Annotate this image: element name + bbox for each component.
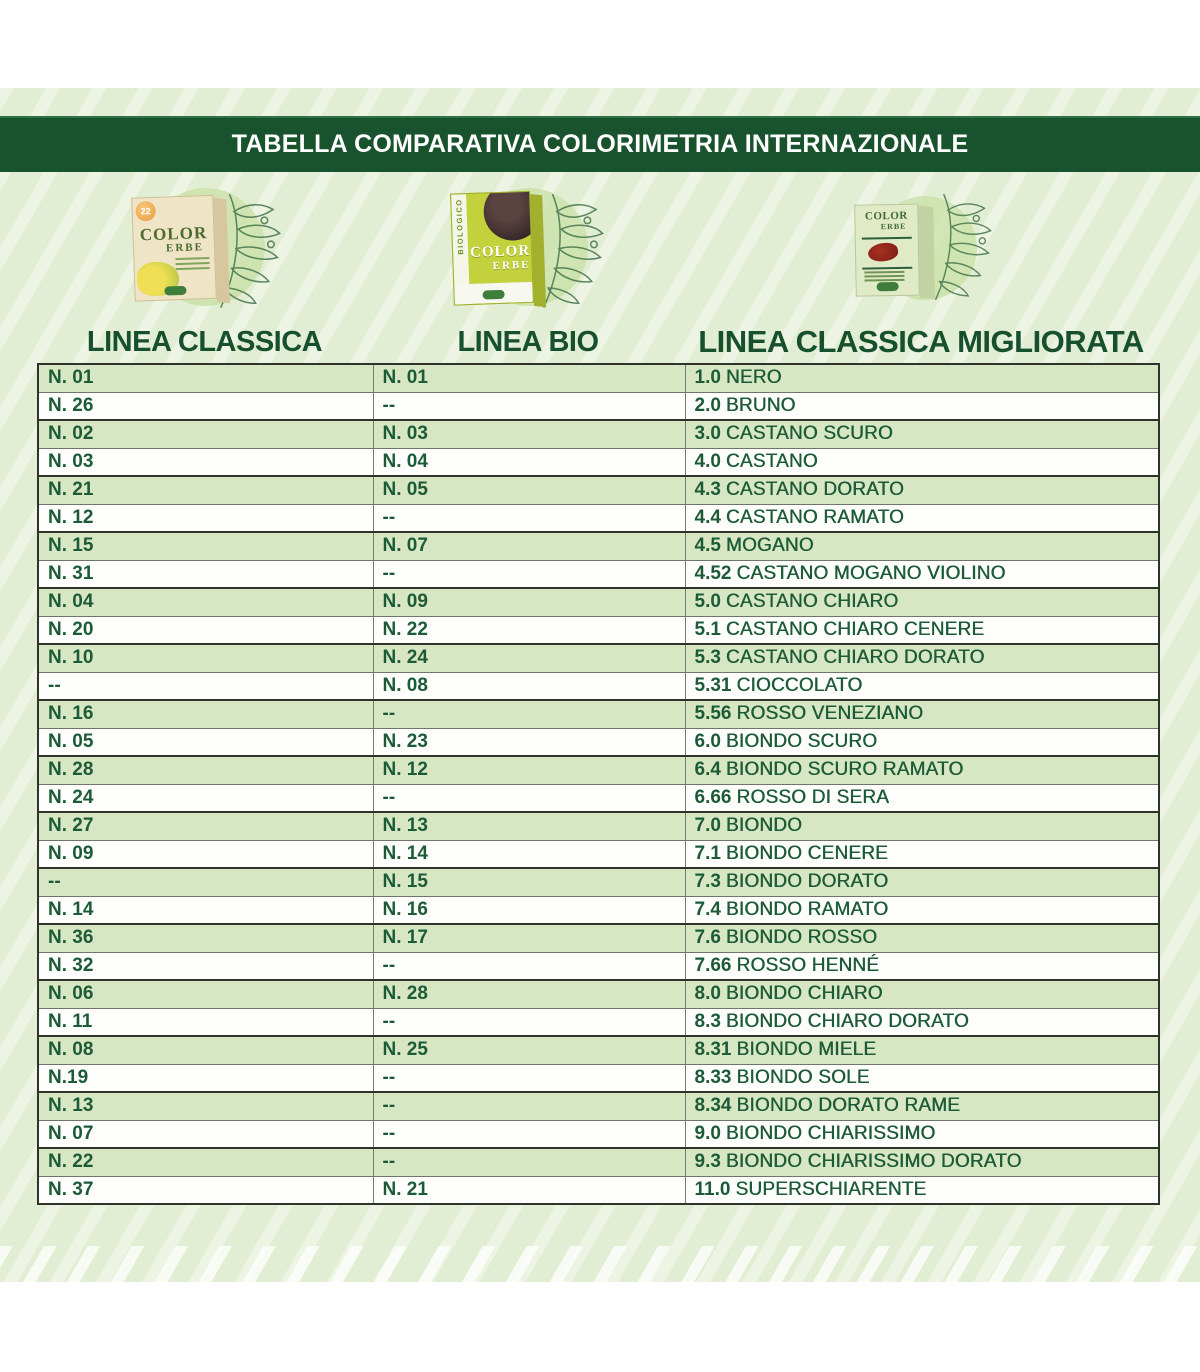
cell-linea-bio: N. 09 xyxy=(373,588,685,616)
label-text-lines xyxy=(175,254,210,273)
product-figure-migliorata xyxy=(821,182,1021,320)
shade-code: 11.0 xyxy=(694,1178,731,1200)
label-rule xyxy=(862,237,912,240)
table-row xyxy=(38,784,1159,812)
shade-code: 1.0 xyxy=(694,367,721,389)
product-column-classica xyxy=(37,182,372,320)
maker-logo xyxy=(164,286,186,296)
cell-linea-classica: N. 37 xyxy=(38,1176,373,1204)
shade-code: 7.6 xyxy=(694,927,721,949)
shade-name: ROSSO VENEZIANO xyxy=(736,703,924,725)
cell-linea-bio: -- xyxy=(373,784,685,812)
product-column-migliorata xyxy=(684,182,1158,320)
cell-linea-classica: N. 05 xyxy=(38,728,373,756)
table-row xyxy=(38,504,1159,532)
comparison-table xyxy=(37,363,1160,1205)
product-box-bio xyxy=(450,190,546,305)
brand-word-color: COLOR xyxy=(864,209,908,223)
cell-linea-migliorata xyxy=(685,1008,1159,1036)
product-figure-classica xyxy=(105,182,305,320)
cell-linea-bio: N. 07 xyxy=(373,532,685,560)
shade-name: CASTANO xyxy=(725,450,818,472)
table-row xyxy=(38,1176,1159,1204)
cell-linea-bio: N. 22 xyxy=(373,616,685,644)
comparison-table-body xyxy=(38,364,1159,1204)
cell-linea-classica: N. 31 xyxy=(38,560,373,588)
shade-code: 4.4 xyxy=(694,506,721,528)
cell-linea-bio: -- xyxy=(373,1064,685,1092)
cell-linea-classica: N. 03 xyxy=(38,448,373,476)
shade-code: 4.5 xyxy=(694,535,721,557)
brand-word-color: COLOR xyxy=(139,223,207,245)
shade-code: 4.52 xyxy=(694,562,732,584)
maker-logo xyxy=(482,290,504,300)
product-figure-bio xyxy=(428,182,628,320)
cell-linea-bio: -- xyxy=(373,1008,685,1036)
cell-linea-classica: N. 08 xyxy=(38,1036,373,1064)
cell-linea-bio: N. 23 xyxy=(373,728,685,756)
brand-word-color: COLOR xyxy=(469,242,531,261)
cell-linea-classica: N. 26 xyxy=(38,392,373,420)
cell-linea-migliorata xyxy=(685,1176,1159,1204)
brand-word-erbe: ERBE xyxy=(492,258,531,273)
cell-linea-bio: -- xyxy=(373,1092,685,1120)
cell-linea-classica: -- xyxy=(38,868,373,896)
table-row xyxy=(38,728,1159,756)
cell-linea-migliorata xyxy=(685,756,1159,784)
cell-linea-bio: N. 03 xyxy=(373,420,685,448)
title-band xyxy=(0,116,1200,172)
cell-linea-classica: N. 11 xyxy=(38,1008,373,1036)
table-row xyxy=(38,1092,1159,1120)
brand-word-erbe: ERBE xyxy=(165,241,204,255)
table-row xyxy=(38,896,1159,924)
maker-logo xyxy=(877,282,899,291)
cell-linea-migliorata xyxy=(685,1064,1159,1092)
cell-linea-classica: N. 13 xyxy=(38,1092,373,1120)
cell-linea-classica: N. 27 xyxy=(38,812,373,840)
shade-code: 7.4 xyxy=(694,898,721,920)
cell-linea-migliorata xyxy=(685,700,1159,728)
shade-name: CASTANO CHIARO DORATO xyxy=(725,647,985,669)
cell-linea-classica: N. 12 xyxy=(38,504,373,532)
table-row xyxy=(38,700,1159,728)
color-erbe-logo xyxy=(133,224,214,256)
cell-linea-classica: N. 16 xyxy=(38,700,373,728)
shade-name: BIONDO SCURO xyxy=(725,730,878,752)
cell-linea-migliorata xyxy=(685,1120,1159,1148)
shade-code: 8.34 xyxy=(694,1095,732,1117)
cell-linea-classica: N. 04 xyxy=(38,588,373,616)
shade-code: 5.3 xyxy=(694,647,721,669)
shade-code: 3.0 xyxy=(694,423,721,445)
shade-code: 5.1 xyxy=(694,618,721,640)
shade-code: 7.0 xyxy=(694,815,721,837)
cell-linea-classica: N. 32 xyxy=(38,952,373,980)
cell-linea-bio: -- xyxy=(373,392,685,420)
cell-linea-migliorata xyxy=(685,392,1159,420)
cell-linea-classica: N. 21 xyxy=(38,476,373,504)
brand-word-erbe: ERBE xyxy=(880,221,907,232)
shade-code: 7.1 xyxy=(694,842,721,864)
cell-linea-bio: N. 04 xyxy=(373,448,685,476)
table-row xyxy=(38,1036,1159,1064)
biologico-label: BIOLOGICO xyxy=(454,198,466,255)
cell-linea-classica: N. 22 xyxy=(38,1148,373,1176)
shade-code: 8.3 xyxy=(694,1010,721,1032)
table-row xyxy=(38,588,1159,616)
shade-code: 5.56 xyxy=(694,703,732,725)
shade-name: CIOCCOLATO xyxy=(736,674,863,696)
shade-name: SUPERSCHIARENTE xyxy=(735,1178,927,1200)
shade-name: ROSSO HENNÉ xyxy=(736,954,880,976)
cell-linea-migliorata xyxy=(685,420,1159,448)
cell-linea-migliorata xyxy=(685,616,1159,644)
cell-linea-migliorata xyxy=(685,532,1159,560)
cell-linea-classica: N. 07 xyxy=(38,1120,373,1148)
shade-code: 5.0 xyxy=(694,591,721,613)
cell-linea-bio: -- xyxy=(373,560,685,588)
shade-name: CASTANO RAMATO xyxy=(725,506,904,528)
table-row xyxy=(38,560,1159,588)
cell-linea-bio: N. 25 xyxy=(373,1036,685,1064)
shade-code: 4.0 xyxy=(694,450,721,472)
cell-linea-migliorata xyxy=(685,868,1159,896)
cell-linea-classica: N. 24 xyxy=(38,784,373,812)
cell-linea-migliorata xyxy=(685,448,1159,476)
column-header-classica: LINEA CLASSICA xyxy=(86,325,323,358)
table-row xyxy=(38,364,1159,392)
cell-linea-migliorata xyxy=(685,924,1159,952)
color-erbe-logo xyxy=(470,244,531,273)
shade-name: CASTANO CHIARO CENERE xyxy=(725,618,985,640)
cell-linea-bio: N. 05 xyxy=(373,476,685,504)
table-row xyxy=(38,868,1159,896)
cell-linea-migliorata xyxy=(685,1148,1159,1176)
cell-linea-bio: N. 12 xyxy=(373,756,685,784)
product-box-classica xyxy=(131,194,230,301)
shade-code: 5.31 xyxy=(694,674,732,696)
table-row xyxy=(38,476,1159,504)
cell-linea-migliorata xyxy=(685,504,1159,532)
cell-linea-migliorata xyxy=(685,952,1159,980)
cell-linea-bio: N. 16 xyxy=(373,896,685,924)
cell-linea-classica: N.19 xyxy=(38,1064,373,1092)
shade-name: CASTANO MOGANO VIOLINO xyxy=(736,562,1006,584)
table-row xyxy=(38,420,1159,448)
product-column-bio xyxy=(372,182,684,320)
shade-name: MOGANO xyxy=(725,535,814,557)
shade-name: ROSSO DI SERA xyxy=(736,786,890,808)
shade-code: 7.66 xyxy=(694,954,732,976)
table-row xyxy=(38,616,1159,644)
products-row xyxy=(37,182,1158,320)
cell-linea-migliorata xyxy=(685,896,1159,924)
cell-linea-bio: N. 13 xyxy=(373,812,685,840)
shade-code: 8.0 xyxy=(694,983,721,1005)
shade-code: 8.33 xyxy=(694,1066,732,1088)
shade-name: BRUNO xyxy=(725,394,796,416)
cell-linea-bio: -- xyxy=(373,1120,685,1148)
cell-linea-classica: N. 09 xyxy=(38,840,373,868)
cell-linea-migliorata xyxy=(685,672,1159,700)
table-row xyxy=(38,980,1159,1008)
shade-name: BIONDO CHIARO DORATO xyxy=(725,1010,969,1032)
table-row xyxy=(38,532,1159,560)
bottom-stripes-decoration xyxy=(0,1246,1200,1282)
table-row xyxy=(38,924,1159,952)
shade-name: BIONDO DORATO xyxy=(725,871,889,893)
table-row xyxy=(38,448,1159,476)
cell-linea-migliorata xyxy=(685,560,1159,588)
shade-name: BIONDO CHIARO xyxy=(725,983,883,1005)
column-header-migliorata: LINEA CLASSICA MIGLIORATA xyxy=(698,324,1144,359)
shade-name: BIONDO CHIARISSIMO DORATO xyxy=(725,1151,1022,1173)
cell-linea-bio: N. 14 xyxy=(373,840,685,868)
color-erbe-logo xyxy=(855,211,917,232)
shade-code: 6.0 xyxy=(694,730,721,752)
olive-branch-icon xyxy=(925,192,997,304)
cell-linea-bio: N. 15 xyxy=(373,868,685,896)
shade-code: 6.66 xyxy=(694,786,732,808)
cell-linea-bio: N. 28 xyxy=(373,980,685,1008)
shade-name: BIONDO RAMATO xyxy=(725,898,889,920)
red-color-swatch xyxy=(867,241,899,263)
shade-code: 4.3 xyxy=(694,479,721,501)
hair-color-photo xyxy=(483,191,534,242)
table-row xyxy=(38,812,1159,840)
page-title: TABELLA COMPARATIVA COLORIMETRIA INTERNAZIONALE xyxy=(231,129,969,158)
cell-linea-classica: N. 10 xyxy=(38,644,373,672)
shade-name: NERO xyxy=(725,367,782,389)
table-row xyxy=(38,840,1159,868)
shade-name: BIONDO DORATO RAME xyxy=(736,1095,961,1117)
cell-linea-bio: N. 01 xyxy=(373,364,685,392)
table-row xyxy=(38,952,1159,980)
table-row xyxy=(38,1148,1159,1176)
cell-linea-classica: N. 14 xyxy=(38,896,373,924)
table-row xyxy=(38,392,1159,420)
cell-linea-classica: N. 20 xyxy=(38,616,373,644)
shade-code: 7.3 xyxy=(694,871,721,893)
shade-code: 9.3 xyxy=(694,1151,721,1173)
shade-name: BIONDO ROSSO xyxy=(725,927,878,949)
cell-linea-migliorata xyxy=(685,812,1159,840)
cell-linea-migliorata xyxy=(685,588,1159,616)
cell-linea-bio: N. 08 xyxy=(373,672,685,700)
cell-linea-migliorata xyxy=(685,476,1159,504)
table-row xyxy=(38,1120,1159,1148)
shade-name: CASTANO DORATO xyxy=(725,479,904,501)
shade-code: 9.0 xyxy=(694,1122,721,1144)
cell-linea-classica: N. 28 xyxy=(38,756,373,784)
cell-linea-bio: N. 24 xyxy=(373,644,685,672)
cell-linea-classica: N. 06 xyxy=(38,980,373,1008)
cell-linea-migliorata xyxy=(685,1092,1159,1120)
shade-name: BIONDO SCURO RAMATO xyxy=(725,759,964,781)
cell-linea-migliorata xyxy=(685,840,1159,868)
cell-linea-bio: -- xyxy=(373,504,685,532)
table-row xyxy=(38,756,1159,784)
shade-name: BIONDO CENERE xyxy=(725,842,888,864)
cell-linea-classica: N. 02 xyxy=(38,420,373,448)
table-row xyxy=(38,644,1159,672)
shade-name: CASTANO SCURO xyxy=(725,423,893,445)
shade-name: BIONDO MIELE xyxy=(736,1039,877,1061)
box-side-face xyxy=(918,206,935,300)
table-row xyxy=(38,1064,1159,1092)
cell-linea-bio: -- xyxy=(373,1148,685,1176)
cell-linea-bio: -- xyxy=(373,700,685,728)
cell-linea-bio: -- xyxy=(373,952,685,980)
product-box-migliorata xyxy=(854,203,935,296)
cell-linea-migliorata xyxy=(685,644,1159,672)
shade-code: 8.31 xyxy=(694,1039,732,1061)
cell-linea-migliorata xyxy=(685,980,1159,1008)
column-header-bio: LINEA BIO xyxy=(457,325,599,358)
shade-name: BIONDO xyxy=(725,815,803,837)
cell-linea-migliorata xyxy=(685,784,1159,812)
table-row xyxy=(38,672,1159,700)
shade-name: BIONDO SOLE xyxy=(736,1066,870,1088)
cell-linea-classica: N. 15 xyxy=(38,532,373,560)
cell-linea-classica: N. 01 xyxy=(38,364,373,392)
cell-linea-migliorata xyxy=(685,364,1159,392)
shade-badge: 22 xyxy=(135,201,156,222)
cell-linea-classica: -- xyxy=(38,672,373,700)
shade-code: 2.0 xyxy=(694,394,721,416)
cell-linea-classica: N. 36 xyxy=(38,924,373,952)
cell-linea-migliorata xyxy=(685,728,1159,756)
shade-name: CASTANO CHIARO xyxy=(725,591,899,613)
cell-linea-bio: N. 21 xyxy=(373,1176,685,1204)
headers-row xyxy=(37,322,1158,362)
shade-name: BIONDO CHIARISSIMO xyxy=(725,1122,936,1144)
cell-linea-bio: N. 17 xyxy=(373,924,685,952)
table-row xyxy=(38,1008,1159,1036)
shade-code: 6.4 xyxy=(694,759,721,781)
cell-linea-migliorata xyxy=(685,1036,1159,1064)
